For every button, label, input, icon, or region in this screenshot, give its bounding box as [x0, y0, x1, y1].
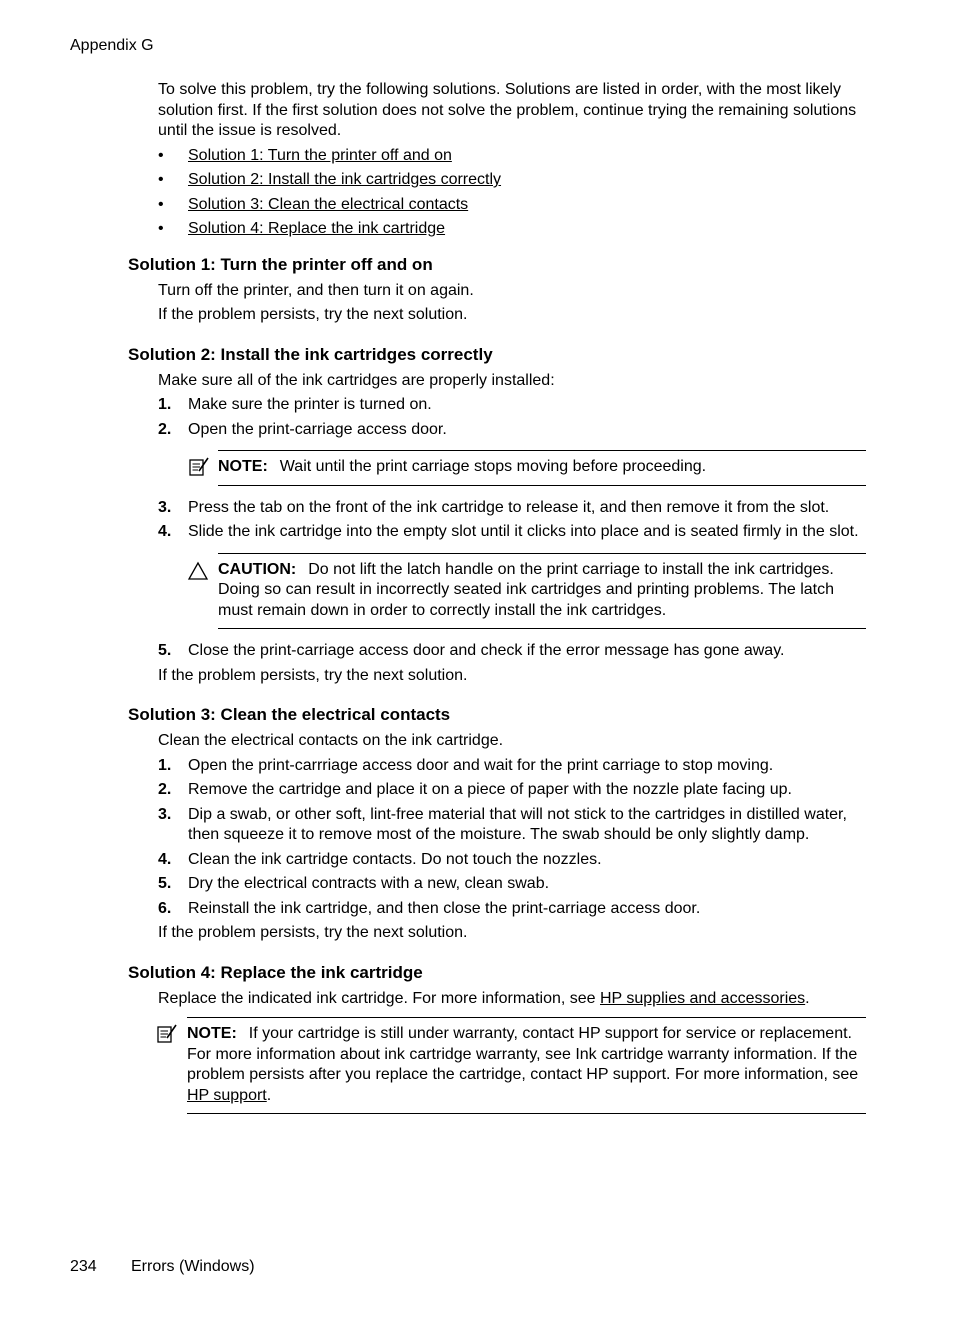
step-number: 1. — [158, 396, 172, 413]
bullet: • — [158, 220, 164, 237]
page-number: 234 — [70, 1258, 97, 1275]
step-text: Reinstall the ink cartridge, and then close the print-carriage access door. — [188, 899, 701, 917]
step-number: 1. — [158, 756, 172, 774]
solution-4-intro — [158, 989, 868, 1010]
note-period: . — [266, 1086, 272, 1104]
bullet: • — [158, 171, 164, 188]
step-text: Press the tab on the front of the ink cartridge to release it, and then remove it from the slot. — [188, 498, 830, 516]
step-number: 4. — [158, 523, 172, 540]
intro-paragraph: To solve this problem, try the following solutions. Solutions are listed in order, with the most likely solution first. If the first solution does not solve the problem, continue trying the remaining solutions until the issue is resolved. — [158, 81, 857, 139]
step-item — [158, 420, 868, 441]
running-header: Appendix G — [70, 37, 154, 54]
link-solution-3[interactable]: Solution 3: Clean the electrical contacts — [188, 195, 469, 213]
solution-2-steps — [158, 395, 868, 440]
step-text: Dry the electrical contracts with a new, clean swab. — [188, 875, 550, 892]
bullet: • — [158, 146, 164, 164]
list-item — [158, 146, 868, 171]
step-item — [158, 522, 868, 543]
note-label: NOTE: — [218, 458, 268, 475]
step-item — [158, 756, 868, 777]
solution-2-steps-cont — [158, 498, 868, 543]
caution-box — [218, 553, 866, 630]
solution-2-intro: Make sure all of the ink cartridges are properly installed: — [158, 371, 555, 389]
solution-3-after: If the problem persists, try the next solution. — [158, 924, 468, 941]
step-text: Make sure the printer is turned on. — [188, 396, 432, 413]
step-text: Clean the ink cartridge contacts. Do not touch the nozzles. — [188, 850, 602, 868]
note-label: NOTE: — [187, 1025, 237, 1042]
step-text: Close the print-carriage access door and check if the error message has gone away. — [188, 642, 785, 659]
step-text: Open the print-carrriage access door and wait for the print carriage to stop moving. — [188, 756, 774, 774]
link-solution-4[interactable]: Solution 4: Replace the ink cartridge — [188, 220, 446, 237]
footer-title: Errors (Windows) — [131, 1258, 255, 1275]
solution-links-list — [158, 146, 868, 244]
step-number: 2. — [158, 781, 172, 798]
step-number: 6. — [158, 899, 172, 917]
solution-2-after: If the problem persists, try the next solution. — [158, 666, 468, 684]
caution-label: CAUTION: — [218, 560, 297, 578]
note-text — [218, 451, 866, 485]
caution-icon — [187, 561, 209, 588]
solution-3-steps — [158, 756, 868, 920]
step-text: Slide the ink cartridge into the empty slot until it clicks into place and is seated firmly in the slot. — [188, 523, 859, 540]
step-text: Dip a swab, or other soft, lint-free material that will not stick to the cartridges in distilled water, then squeeze it to remove most of the moisture. The swab should be only slightly damp. — [188, 805, 847, 843]
step-item — [158, 805, 868, 846]
warranty-note-box — [187, 1017, 866, 1114]
list-item — [158, 195, 868, 220]
note-box — [218, 450, 866, 486]
note-icon — [188, 456, 210, 485]
note-icon — [156, 1023, 178, 1052]
step-item — [158, 899, 868, 920]
step-text: Open the print-carriage access door. — [188, 420, 447, 438]
solution-1-line-2: If the problem persists, try the next solution. — [158, 306, 468, 323]
caution-text — [218, 554, 866, 629]
note-body: If your cartridge is still under warranty, contact HP support for service or replacement. For more information about ink cartridge warranty, see Ink cartridge warranty information. If the problem persists after you replace the cartridge, contact HP support. For more information, see — [187, 1025, 859, 1083]
step-item — [158, 874, 868, 895]
step-number: 3. — [158, 498, 172, 516]
step-number: 3. — [158, 805, 172, 823]
solution-2-steps-final — [158, 641, 868, 662]
intro-text: Replace the indicated ink cartridge. For more information, see — [158, 989, 600, 1007]
step-item — [158, 641, 868, 662]
solution-3-heading: Solution 3: Clean the electrical contacts — [128, 705, 451, 724]
bullet: • — [158, 195, 164, 213]
list-item — [158, 219, 868, 244]
list-item — [158, 170, 868, 195]
page-content — [128, 80, 868, 1114]
solution-3-intro: Clean the electrical contacts on the ink cartridge. — [158, 732, 504, 749]
step-item — [158, 850, 868, 871]
link-solution-1[interactable]: Solution 1: Turn the printer off and on — [188, 146, 452, 164]
link-hp-support[interactable]: HP support — [187, 1086, 267, 1104]
step-text: Remove the cartridge and place it on a piece of paper with the nozzle plate facing up. — [188, 781, 792, 798]
link-hp-supplies[interactable]: HP supplies and accessories — [600, 989, 806, 1007]
step-item — [158, 395, 868, 416]
step-number: 5. — [158, 642, 172, 659]
intro-period: . — [805, 989, 810, 1007]
step-number: 5. — [158, 875, 172, 892]
solution-2-heading: Solution 2: Install the ink cartridges correctly — [128, 344, 493, 364]
note-body: Wait until the print carriage stops moving before proceeding. — [279, 458, 707, 475]
solution-1-line-1: Turn off the printer, and then turn it on again. — [158, 281, 474, 299]
step-item — [158, 498, 868, 519]
solution-1-heading: Solution 1: Turn the printer off and on — [128, 254, 433, 274]
caution-body: Do not lift the latch handle on the print carriage to install the ink cartridges. Doing so can result in incorrectly seated ink cartridges and printing problems. The latch must remain down in order to correctly install the ink cartridges. — [218, 560, 835, 619]
solution-4-heading: Solution 4: Replace the ink cartridge — [128, 962, 423, 982]
warranty-note-text — [187, 1018, 866, 1113]
step-number: 4. — [158, 850, 172, 868]
step-number: 2. — [158, 420, 172, 438]
link-solution-2[interactable]: Solution 2: Install the ink cartridges correctly — [188, 171, 502, 188]
step-item — [158, 780, 868, 801]
